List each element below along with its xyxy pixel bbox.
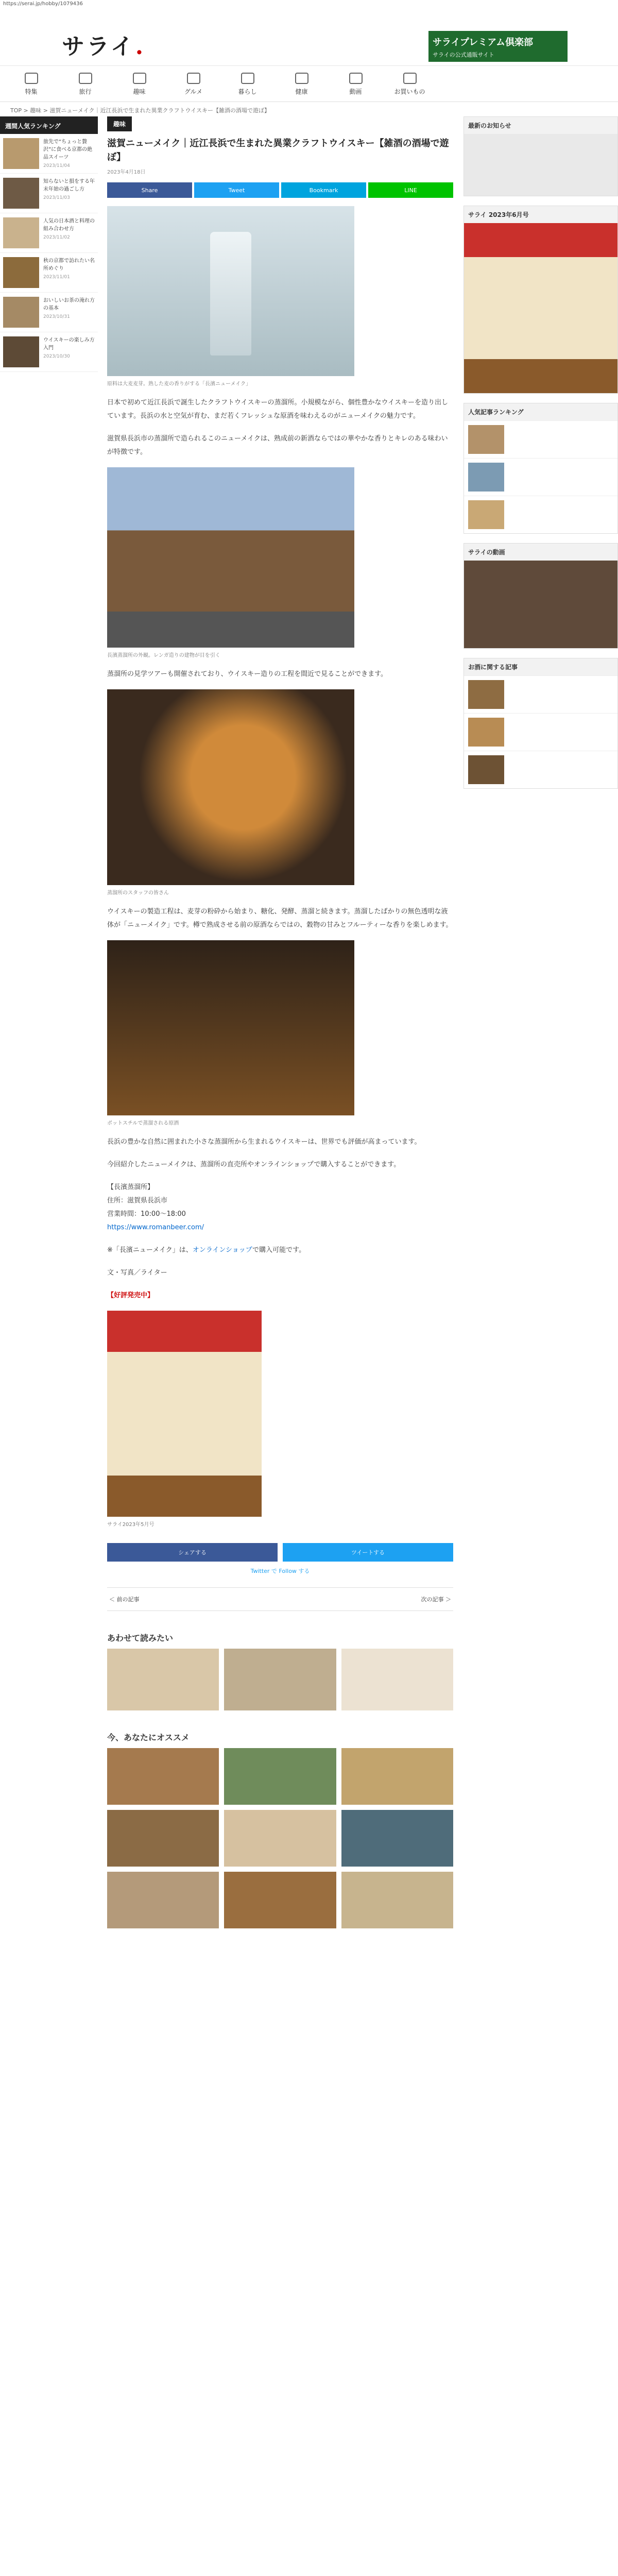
hatena-bookmark-button[interactable]: Bookmark (281, 182, 366, 198)
nav-icon (187, 73, 200, 84)
twitter-share-button[interactable]: Tweet (194, 182, 279, 198)
left-sidebar (0, 116, 98, 372)
reco-card[interactable] (107, 1810, 219, 1867)
url-bar[interactable]: https://serai.jp/hobby/1079436 (0, 0, 618, 8)
news-image[interactable] (464, 134, 617, 196)
reco-card[interactable] (224, 1649, 336, 1710)
thumb (3, 178, 39, 209)
side-item[interactable] (464, 496, 617, 533)
nav-item-shopping[interactable]: お買いもの (383, 66, 437, 102)
book-heading: 【好評発売中】 (107, 1292, 154, 1299)
news-widget: 最新のお知らせ (464, 116, 618, 196)
related-widget: お酒に関する記事 (464, 658, 618, 789)
breadcrumb[interactable]: TOP > 趣味 > 滋賀ニューメイク｜近江長浜で生まれた異業クラフトウイスキー【雑酒の酒場で遊ぼ】 (10, 107, 270, 114)
photo-staff (107, 689, 354, 885)
reco-heading-1: あわせて読みたい (107, 1633, 174, 1643)
nav-icon (349, 73, 363, 84)
ranking-item[interactable]: 秋の京都で訪れたい名所めぐり 2023/11/01 (0, 253, 98, 293)
paragraph: ウイスキーの製造工程は、麦芽の粉砕から始まり、糖化、発酵、蒸溜と続きます。蒸溜したばかりの無色透明な液体が「ニューメイク」です。樽で熟成させる前の原酒ならではの、穀物の甘みとフルーティーな香りを楽しめます。 (107, 908, 453, 929)
book-caption: サライ2023年5月号 (107, 1522, 154, 1528)
side-item[interactable] (464, 420, 617, 458)
thumb (3, 297, 39, 328)
ranking-item[interactable]: ウイスキーの楽しみ方入門 2023/10/30 (0, 332, 98, 372)
reco-card[interactable] (341, 1649, 453, 1710)
reco-card[interactable] (224, 1748, 336, 1805)
magazine-widget: サライ 2023年6月号 (464, 206, 618, 394)
popular-widget: 人気記事ランキング (464, 403, 618, 534)
side-item[interactable] (464, 675, 617, 713)
reco-card[interactable] (107, 1872, 219, 1928)
nav-item-feature[interactable]: 特集 (4, 66, 58, 102)
category-label[interactable]: 趣味 (107, 116, 132, 131)
nav-item-travel[interactable]: 旅行 (58, 66, 112, 102)
nav-icon (79, 73, 92, 84)
facebook-share-button[interactable]: Share (107, 182, 192, 198)
ranking-item[interactable]: 人気の日本酒と料理の組み合わせ方 2023/11/02 (0, 213, 98, 253)
nav-icon (295, 73, 308, 84)
thumb (3, 336, 39, 367)
article-title: 滋賀ニューメイク｜近江長浜で生まれた異業クラフトウイスキー【雑酒の酒場で遊ぼ】 (107, 138, 449, 163)
reco-card[interactable] (224, 1810, 336, 1867)
magazine-image[interactable] (464, 223, 617, 393)
bottle-shape (210, 232, 251, 355)
nav-item-gourmet[interactable]: グルメ (166, 66, 220, 102)
paragraph: 蒸溜所の見学ツアーも開催されており、ウイスキー造りの工程を間近で見ることができます。 (107, 670, 388, 678)
twitter-cta-button[interactable]: ツイートする (283, 1543, 453, 1562)
reco-grid-1 (107, 1649, 453, 1710)
thumb (3, 257, 39, 288)
prev-link[interactable]: ＜ 前の記事 (109, 1596, 140, 1603)
line-share-button[interactable]: LINE (368, 182, 453, 198)
nav-icon (403, 73, 417, 84)
ranking-item[interactable]: 旅先で“ちょっと贅沢”に食べる京都の絶品スイーツ 2023/11/04 (0, 134, 98, 174)
side-item[interactable] (464, 751, 617, 788)
nav-icon (25, 73, 38, 84)
author: 文・写真／ライター (107, 1269, 167, 1277)
publish-date: 2023年4月18日 (107, 170, 146, 175)
nav-item-living[interactable]: 暮らし (220, 66, 274, 102)
video-thumb[interactable] (464, 561, 617, 648)
online-shop-note: ※「長濱ニューメイク」は、オンラインショップで購入可能です。 (107, 1246, 306, 1254)
facebook-cta-button[interactable]: シェアする (107, 1543, 278, 1562)
online-shop-link[interactable]: オンラインショップ (192, 1246, 253, 1254)
paragraph: 今回紹介したニューメイクは、蒸溜所の直売所やオンラインショップで購入することができます。 (107, 1161, 401, 1168)
reco-card[interactable] (224, 1872, 336, 1928)
premium-club-banner[interactable]: サライプレミアム倶楽部 サライの公式通販サイト (428, 31, 568, 62)
ranking-item[interactable]: 知らないと損をする年末年始の過ごし方 2023/11/03 (0, 174, 98, 213)
pager (107, 1587, 453, 1611)
photo-caption: ポットスチルで蒸溜される原酒 (107, 1121, 179, 1126)
thumb (3, 138, 39, 169)
official-site-link[interactable]: https://www.romanbeer.com/ (107, 1224, 204, 1231)
photo-bottle (107, 206, 354, 376)
share-cta (107, 1543, 453, 1562)
video-widget: サライの動画 (464, 543, 618, 649)
photo-caption: 原料は大麦麦芽。熟した麦の香りがする「長濱ニューメイク」 (107, 381, 251, 387)
nav-item-video[interactable]: 動画 (329, 66, 383, 102)
reco-card[interactable] (107, 1649, 219, 1710)
photo-caption: 蒸溜所のスタッフの皆さん (107, 890, 169, 896)
ranking-item[interactable]: おいしいお茶の淹れ方の基本 2023/10/31 (0, 293, 98, 332)
info-block: 【長濱蒸溜所】 住所：滋賀県長浜市 営業時間：10:00〜18:00 https://www.romanbeer.com/ (107, 1181, 453, 1234)
paragraph: 長浜の豊かな自然に囲まれた小さな蒸溜所から生まれるウイスキーは、世界でも評価が高まっています。 (107, 1138, 421, 1146)
right-sidebar (464, 116, 618, 798)
photo-stills (107, 940, 354, 1115)
ranking-heading: 週間人気ランキング (0, 116, 98, 134)
photo-distillery (107, 467, 354, 648)
main-nav (0, 66, 618, 102)
reco-card[interactable] (341, 1872, 453, 1928)
reco-heading-2: 今、あなたにオススメ (107, 1733, 190, 1742)
reco-card[interactable] (341, 1748, 453, 1805)
side-item[interactable] (464, 458, 617, 496)
reco-card[interactable] (107, 1748, 219, 1805)
side-item[interactable] (464, 713, 617, 751)
reco-card[interactable] (341, 1810, 453, 1867)
follow-link[interactable]: Twitter で Follow する (250, 1568, 310, 1574)
paragraph: 日本で初めて近江長浜で誕生したクラフトウイスキーの蒸溜所。小規模ながら、個性豊かなウイスキーを造り出しています。長浜の水と空気が育む、まだ若くフレッシュな原酒を味わえるのがニューメイクの魅力です。 (107, 399, 448, 420)
nav-item-health[interactable]: 健康 (274, 66, 329, 102)
nav-item-hobby[interactable]: 趣味 (112, 66, 166, 102)
share-bar (107, 182, 453, 198)
next-link[interactable]: 次の記事 ＞ (421, 1596, 451, 1603)
site-logo[interactable]: サライ. (62, 33, 146, 60)
reco-grid-2 (107, 1748, 453, 1928)
nav-icon (241, 73, 254, 84)
nav-icon (133, 73, 146, 84)
thumb (3, 217, 39, 248)
paragraph: 滋賀県長浜市の蒸溜所で造られるこのニューメイクは、熟成前の新酒ならではの華やかな香りとキレのある味わいが特徴です。 (107, 435, 448, 456)
article (107, 116, 453, 1928)
site-header (0, 8, 618, 66)
magazine-cover[interactable] (107, 1311, 262, 1517)
photo-caption: 長濱蒸溜所の外観。レンガ造りの建物が目を引く (107, 653, 220, 658)
